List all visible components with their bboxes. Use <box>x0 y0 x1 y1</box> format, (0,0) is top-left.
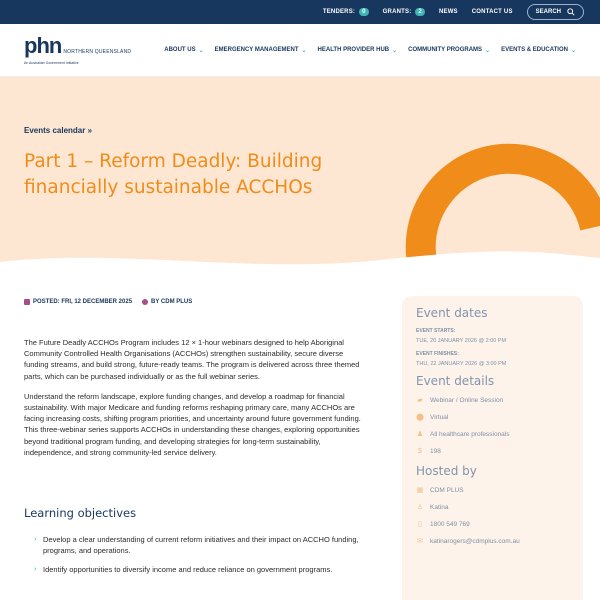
phn-logo[interactable] <box>24 35 131 65</box>
people-icon: ♟ <box>416 431 424 438</box>
nav-emergency-management[interactable] <box>215 47 307 54</box>
detail-row <box>416 430 569 438</box>
host-email-link[interactable]: katinarogers@cdmplus.com.au <box>430 537 520 545</box>
host-row <box>416 486 569 494</box>
chevron-down-icon: ⌄ <box>392 47 398 54</box>
ticket-icon: ▰ <box>417 397 423 404</box>
page-title: Part 1 – Reform Deadly: Building financially sustainable ACCHOs <box>24 151 323 198</box>
host-row <box>416 537 569 545</box>
search-button[interactable] <box>527 4 584 20</box>
event-starts-label: EVENT STARTS: <box>416 328 456 334</box>
event-finishes-label: EVENT FINISHES: <box>416 351 459 357</box>
organisation-icon: ▦ <box>416 487 424 494</box>
detail-row <box>416 447 569 455</box>
news-link[interactable]: NEWS <box>438 9 458 15</box>
grants-count-badge: 2 <box>415 8 425 16</box>
learning-objectives-heading: Learning objectives <box>24 506 137 520</box>
host-row <box>416 520 569 528</box>
host-row <box>416 503 569 511</box>
learning-objectives-list <box>34 534 374 584</box>
chevron-down-icon: ⌄ <box>485 47 491 54</box>
nav-events-education[interactable] <box>501 47 576 54</box>
detail-text: All healthcare professionals <box>430 430 510 438</box>
tenders-label: TENDERS: <box>322 9 356 15</box>
dollar-icon: $ <box>418 447 422 455</box>
host-phone[interactable]: 1800 549 769 <box>430 520 470 528</box>
list-item-text: Identify opportunities to diversify income and reduce reliance on government programs. <box>43 565 333 575</box>
breadcrumb[interactable]: Events calendar » <box>24 126 93 135</box>
event-details-section <box>416 374 569 455</box>
list-item <box>34 564 374 575</box>
event-sidebar <box>402 296 583 600</box>
posted-date-text: POSTED: FRI, 12 DECEMBER 2025 <box>33 299 133 305</box>
chevron-down-icon: ⌄ <box>301 47 307 54</box>
phone-icon: ▯ <box>418 521 422 528</box>
person-icon: ♙ <box>416 504 424 511</box>
event-dates-section <box>416 306 569 367</box>
hero-wave-divider <box>0 244 600 272</box>
decorative-ring-artwork <box>405 77 600 272</box>
grants-label: GRANTS: <box>382 9 412 15</box>
event-dates-title: Event dates <box>416 306 488 320</box>
main-content <box>0 272 600 600</box>
nav-community-programs[interactable] <box>408 47 490 54</box>
nav-label: EVENTS & EDUCATION <box>501 47 568 53</box>
logo-wordmark: phn <box>24 33 62 58</box>
location-icon: ⬤ <box>416 414 424 421</box>
hosted-by-title: Hosted by <box>416 464 477 478</box>
email-icon: ✉ <box>417 538 423 545</box>
host-text: Katina <box>430 503 449 511</box>
detail-text: Webinar / Online Session <box>430 396 504 404</box>
logo-tagline: An Australian Government Initiative <box>24 61 79 65</box>
main-header <box>0 24 600 77</box>
event-starts-value: TUE, 20 JANUARY 2026 @ 2:00 PM <box>416 338 507 344</box>
list-item <box>34 534 374 556</box>
chevron-right-icon: › <box>34 536 37 543</box>
detail-text: Virtual <box>430 413 449 421</box>
event-description <box>24 337 369 467</box>
post-author-text: BY CDM PLUS <box>151 299 193 305</box>
event-details-title: Event details <box>416 374 495 388</box>
detail-row <box>416 413 569 421</box>
chevron-down-icon: ⌄ <box>570 47 576 54</box>
calendar-icon <box>24 299 30 305</box>
utility-bar <box>0 0 600 24</box>
posted-date <box>24 299 132 305</box>
main-nav <box>164 47 576 54</box>
logo-region: NORTHERN QUEENSLAND <box>63 49 132 55</box>
post-meta <box>24 299 192 305</box>
contact-us-link[interactable]: CONTACT US <box>471 9 513 15</box>
search-icon <box>567 8 575 16</box>
tenders-count-badge: 0 <box>359 8 369 16</box>
nav-label: COMMUNITY PROGRAMS <box>408 47 483 53</box>
grants-link[interactable] <box>383 8 425 16</box>
nav-label: EMERGENCY MANAGEMENT <box>214 47 299 53</box>
event-finishes-value: THU, 22 JANUARY 2026 @ 3:00 PM <box>416 361 507 367</box>
detail-text: 198 <box>430 447 441 455</box>
host-text: CDM PLUS <box>430 486 464 494</box>
hero-banner <box>0 77 600 272</box>
person-icon <box>142 299 148 305</box>
hosted-by-section <box>416 464 569 545</box>
detail-row <box>416 396 569 404</box>
tenders-link[interactable] <box>323 8 369 16</box>
nav-about-us[interactable] <box>164 47 203 54</box>
chevron-down-icon: ⌄ <box>198 47 204 54</box>
description-paragraph: The Future Deadly ACCHOs Program includes 12 × 1-hour webinars designed to help Aboriginal Community Controlled Health Organisations (ACCHOs) strengthen sustainability, secure diverse funding streams, and build strong, future-ready teams. The program is delivered across three themed parts, which can be purchased individually or as the full webinar series. <box>24 338 360 381</box>
nav-health-provider-hub[interactable] <box>318 47 398 54</box>
chevron-right-icon: › <box>34 566 37 574</box>
description-paragraph: Understand the reform landscape, explore funding changes, and develop a roadmap for financial sustainability. With major Medicare and funding reforms reshaping primary care, many ACCHOs are facing increasing costs, shifting program priorities, and uncertainty around future government funding. This three-webinar series supports ACCHOs in understanding these changes, exploring opportunities beyond traditional program funding, and developing strategies for long-term sustainability, independence, and strong community-led service delivery. <box>24 391 361 457</box>
nav-label: ABOUT US <box>164 47 196 53</box>
nav-label: HEALTH PROVIDER HUB <box>317 47 390 53</box>
list-item-text: Develop a clear understanding of current reform initiatives and their impact on ACCHO funding, programs, and operations. <box>43 535 359 556</box>
search-button-label: SEARCH <box>535 9 561 15</box>
post-author <box>142 299 192 305</box>
